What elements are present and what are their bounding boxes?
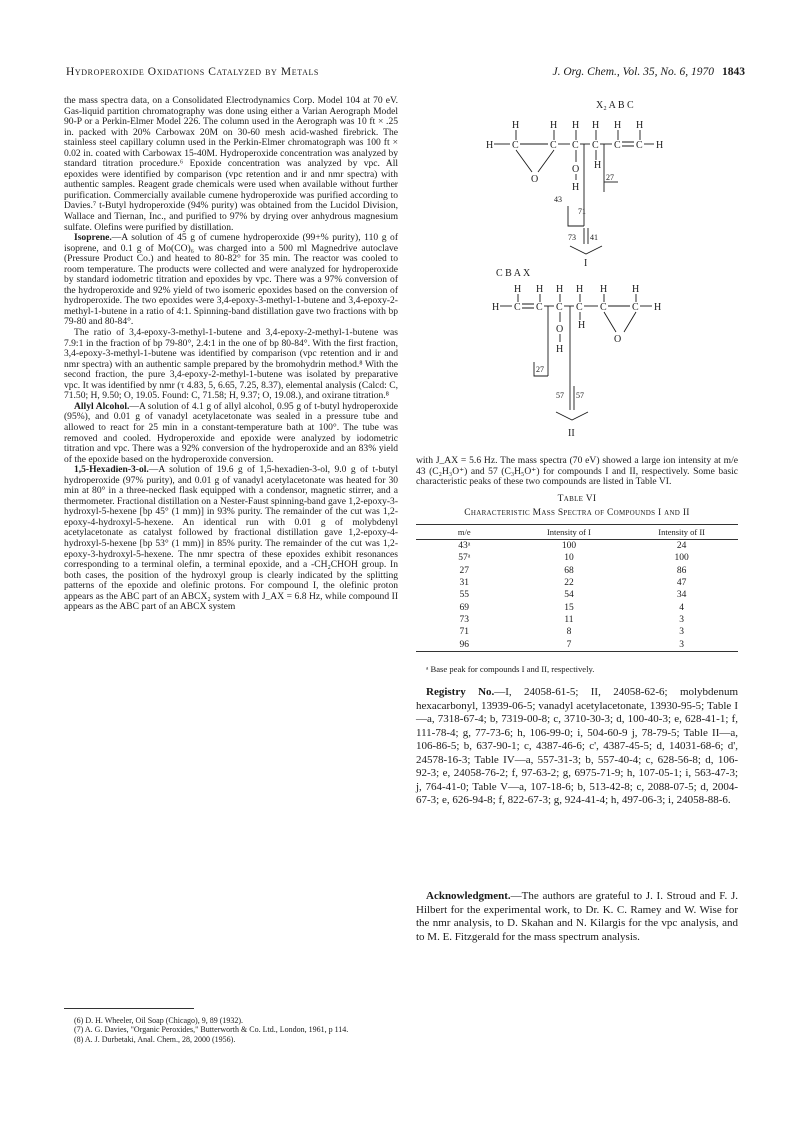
table-cell: 27 — [459, 565, 470, 576]
table-row — [416, 589, 738, 601]
atom-h: H — [536, 284, 544, 295]
allyl-paragraph — [64, 402, 398, 465]
registry-section — [416, 686, 738, 808]
table-cell: 8 — [566, 627, 572, 638]
table-cell: 73 — [459, 614, 470, 625]
atom-h: H — [600, 284, 608, 295]
table-cell: 15 — [564, 602, 574, 613]
table-row — [416, 565, 738, 577]
table-cell: 7 — [513, 638, 626, 651]
hexadien-paragraph — [64, 465, 398, 613]
journal-citation — [552, 66, 745, 78]
atom-o: O — [556, 324, 564, 335]
atom-h: H — [572, 120, 580, 131]
table-cell: 54 — [564, 590, 574, 601]
table-cell: 68 — [564, 565, 574, 576]
registry-heading: Registry No. — [426, 686, 495, 698]
atom-h: H — [614, 120, 622, 131]
table-cell: 55 — [459, 590, 470, 601]
isoprene-paragraph — [64, 233, 398, 328]
fragment-label: 73 — [568, 233, 576, 242]
atom-h: H — [556, 284, 564, 295]
table-row — [416, 626, 738, 638]
atom-h: H — [636, 120, 644, 131]
table-cell: 47 — [676, 578, 687, 589]
column-header: m/e — [416, 525, 513, 540]
acknowledgment-text: —The authors are grateful to J. I. Stroud and F. J. Hilbert for the experimental work, to Dr. K. C. Ramey and W. Wise for the nmr analysis, to D. Skahan and N. Kilargis for the vpc analysis, and to M. E. Fitzgerald for the mass spectrum analysis. — [416, 890, 738, 943]
atom-c: C — [536, 302, 543, 313]
table-cell: 100 — [674, 553, 689, 564]
column-header: Intensity of II — [625, 525, 738, 540]
running-title: Hydroperoxide Oxidations Catalyzed by Metals — [66, 66, 319, 78]
table-row — [416, 614, 738, 626]
allyl-text: —A solution of 4.1 g of allyl alcohol, 0.95 g of t-butyl hydroperoxide (95%), and 0.01 g of vanadyl acetylacetonate was sealed in a pressure tube and allowed to react for 25 min in a constant-temperature bath at 100°. The tube was removed and cooled. Hydroperoxide and epoxide were analyzed by iodometric titration and vpc. There was a 92% conversion of the hydroperoxide and an 83% yield of the epoxide based on the hydroperoxide conversion. — [64, 400, 398, 465]
table-cell: 96 — [416, 638, 513, 651]
table-header-row — [416, 525, 738, 540]
table-row — [416, 552, 738, 564]
atom-h: H — [594, 160, 602, 171]
ratio-paragraph: The ratio of 3,4-epoxy-3-methyl-1-butene and 3,4-epoxy-2-methyl-1-butene was 7.9:1 in the fraction of bp 79-80°, 2.4:1 in the one of bp 80-84°. With the first fraction, 3,4-epoxy-3-methyl-1-butene was identified by comparison (vpc retention and ir and nmr spectra) with an authentic sample prepared by the bromohydrin method.⁸ With the second fraction, the pure 3,4-epoxy-2-methyl-1-butene was isolated by preparative vpc. It was identified by nmr (τ 4.83, 5, 6.65, 7.25, 8.37), elemental analysis (Calcd: C, 71.50; H, 9.50; O, 19.05. Found: C, 71.58; H, 9.37; O, 19.08.), and oxirane titration.⁸ — [64, 327, 398, 402]
structure-II-diagram — [418, 266, 688, 446]
atom-o: O — [614, 334, 622, 345]
fragment-label: 71 — [578, 207, 586, 216]
acknowledgment-section — [416, 890, 738, 944]
atom-h: H — [550, 120, 558, 131]
table-title: Table VI — [557, 494, 597, 504]
table-cell: 71 — [459, 627, 470, 638]
left-column — [64, 96, 398, 613]
table-cell: 86 — [676, 565, 687, 576]
table-cell: 69 — [459, 602, 470, 613]
table-cell: 34 — [676, 590, 687, 601]
table-cell: 3 — [679, 614, 685, 625]
atom-c: C — [550, 140, 557, 151]
hexadien-heading: 1,5-Hexadien-3-ol. — [74, 464, 149, 476]
column-header: Intensity of I — [513, 525, 626, 540]
structure-II-label: II — [568, 428, 575, 439]
atom-h: H — [492, 302, 500, 313]
atom-c: C — [592, 140, 599, 151]
table-row — [416, 638, 738, 651]
table-row — [416, 601, 738, 613]
table-row — [416, 540, 738, 553]
table-cell: 31 — [459, 578, 470, 589]
fragment-label: 43 — [554, 195, 562, 204]
table-row — [416, 577, 738, 589]
mass-spectra-table — [416, 524, 738, 652]
fragment-label: 27 — [606, 173, 614, 182]
table-caption: Characteristic Mass Spectra of Compounds I and II — [464, 508, 690, 518]
footnote-7: (7) A. G. Davies, "Organic Peroxides," Butterworth & Co. Ltd., London, 1961, p 114. — [74, 1025, 349, 1035]
atom-c: C — [556, 302, 563, 313]
structure-I-top-labels: X₂ A B C — [596, 100, 634, 111]
atom-c: C — [572, 140, 579, 151]
atom-h: H — [578, 320, 586, 331]
atom-c: C — [632, 302, 639, 313]
page-number: 1843 — [722, 66, 745, 78]
table-cell: 3 — [625, 638, 738, 651]
table-cell: 100 — [561, 541, 577, 552]
fragment-label: 41 — [590, 233, 598, 242]
atom-h: H — [572, 182, 580, 193]
atom-c: C — [512, 140, 519, 151]
atom-o: O — [572, 164, 580, 175]
table-cell: 4 — [679, 602, 685, 613]
atom-h: H — [654, 302, 662, 313]
table-cell: 3 — [679, 627, 685, 638]
atom-h: H — [556, 344, 564, 355]
structure-II-top-labels: C B A X — [496, 268, 531, 279]
atom-c: C — [514, 302, 521, 313]
fragment-label: 27 — [536, 365, 544, 374]
atom-o: O — [531, 174, 539, 185]
isoprene-text: —A solution of 45 g of cumene hydroperoxide (99+% purity), 110 g of isoprene, and 0.1 g of Mo(CO)₆ was charged into a 500 ml Magnedrive autoclave (Pressure Product Co.) and heated to 80-82° for 35 min. The reactor was cooled to room temperature. The products were collected and were analyzed for hydroperoxide by standard iodometric titration and epoxides by vpc. There was a 97% conversion of the hydroperoxide and 92% yield of two isomeric epoxides based on the conversion of hydroperoxide. The two epoxides were 3,4-epoxy-3-methyl-1-butene and 3,4-epoxy-2-methyl-1-butene in a ratio of 4:1. Spinning-band distillation gave two fractions with bp 79-80 and 80-84°. — [64, 232, 398, 328]
footnote-8: (8) A. J. Durbetaki, Anal. Chem., 28, 2000 (1956). — [74, 1034, 236, 1044]
atom-h: H — [632, 284, 640, 295]
table-cell: 24 — [676, 541, 687, 552]
acknowledgment-heading: Acknowledgment. — [426, 890, 511, 902]
table-cell: 57ᵃ — [458, 553, 471, 564]
atom-h: H — [656, 140, 664, 151]
table-cell: 10 — [564, 553, 574, 564]
atom-c: C — [636, 140, 643, 151]
atom-h: H — [514, 284, 522, 295]
registry-text: —I, 24058-61-5; II, 24058-62-6; molybdenum hexacarbonyl, 13939-06-5; vanadyl acetylacetonate, 13930-95-5; Table I—a, 7318-67-4; b, 7319-00-8; c, 3710-30-3; d, 100-40-3; e, 628-41-1; f, 111-78-4; g, 77-73-6; h, 106-99-0; i, 504-60-9 j, 78-79-5; Table II—a, 106-86-5; b, 637-90-1; c, 4387-46-6; c', 4387-45-5; d, 14031-68-6; d', 24578-16-3; Table IV—a, 557-31-3; b, 557-40-4; c, 628-56-8; d, 106-92-3; e, 24058-76-2; f, 97-63-2; g, 6975-71-9; h, 107-05-1; i, 563-47-3; j, 764-41-0; Table V—a, 107-18-6; b, 513-42-8; c, 2088-07-5; d, 2004-67-3; e, 626-94-8; f, 822-67-3; g, 924-41-4; h, 497-06-3; i, 24058-88-6. — [416, 686, 738, 806]
atom-c: C — [614, 140, 621, 151]
hexadien-text: —A solution of 19.6 g of 1,5-hexadien-3-ol, 9.0 g of t-butyl hydroperoxide (97% purity), and 0.01 g of vanadyl acetylacetonate was heated for 30 min at 80° in a three-necked flask equipped with a condensor, magnetic stirrer, and a thermometer. Fractional distillation on a Nester-Faust spinning-band gave 1,2-epoxy-3-hydroxyl-5-hexene [bp 45° (1 mm)] in 93% purity. The remainder of the cut was 1,2-epoxy-4-hydroxyl-5-hexene. An identical run with 0.01 g of molybdenyl acetylacetonate as catalyst followed by fractional distillation gave 1,2-epoxy-4-hydroxyl-5-hexene [bp 53° (1 mm)] in 85% purity. The remainder of the cut was 1,2-epoxy-3-hydroxyl-5-hexene. The nmr spectra of these epoxides exhibit resonances corresponding to a terminal olefin, a terminal epoxide, and a -CH₂CHOH group. In both cases, the position of the hydroxyl group is clearly indicated by the splitting patterns of the epoxide and olefinic protons. For compound I, the olefinic proton appears as the ABC part of an ABCX₂ system with J_AX = 6.8 Hz, while compound II appears as the ABC part of an ABCX system — [64, 464, 398, 613]
atom-h: H — [592, 120, 600, 131]
structure-I-diagram — [418, 96, 678, 266]
footnote-6: (6) D. H. Wheeler, Oil Soap (Chicago), 9, 89 (1932). — [74, 1016, 244, 1025]
allyl-heading: Allyl Alcohol. — [74, 400, 130, 412]
structure-I-label: I — [584, 258, 588, 266]
footnote-divider — [64, 1008, 194, 1009]
footnotes — [64, 1016, 398, 1044]
journal-name: J. Org. Chem., Vol. 35, No. 6, 1970 — [552, 66, 714, 78]
isoprene-heading: Isoprene. — [74, 232, 112, 244]
atom-c: C — [600, 302, 607, 313]
table-cell: 43ᵃ — [458, 541, 471, 552]
table-footnote: ᵃ Base peak for compounds I and II, respectively. — [426, 664, 595, 674]
atom-h: H — [486, 140, 494, 151]
fragment-label: 57 — [556, 391, 564, 400]
atom-h: H — [512, 120, 520, 131]
atom-h: H — [576, 284, 584, 295]
table-cell: 22 — [564, 578, 574, 589]
atom-c: C — [576, 302, 583, 313]
table-cell: 11 — [564, 614, 574, 625]
fragment-label: 57 — [576, 391, 584, 400]
right-paragraph: with J_AX = 5.6 Hz. The mass spectra (70 eV) showed a large ion intensity at m/e 43 (C₂H₃O⁺) and 57 (C₃H₅O⁺) for compounds I and II, respectively. Some basic characteristic peaks of these two compounds are listed in Table VI. — [416, 455, 738, 488]
intro-paragraph: the mass spectra data, on a Consolidated Electrodynamics Corp. Model 104 at 70 eV. Gas-liquid partition chromatography was done using either a Varian Aerograph Model 90-P or a Perkin-Elmer Model 226. The column used in the Aerograph was 10 ft × .25 in. packed with 20% Carbowax 20M on 30-60 mesh acid-washed firebrick. The stainless steel capillary column used in the Perkin-Elmer chromatograph was 100 ft × 0.02 in. coated with Carbowax 15-40M. Hydroperoxide concentration was analyzed by standard titration procedure.⁶ Epoxide concentration was analyzed by vpc. All epoxides were identified by comparison (vpc retention and ir and nmr spectra) with authentic samples. Reagent grade chemicals were used when available without further purification. Commercially available cumene hydroperoxide was purified according to Davies.⁷ t-Butyl hydroperoxide (94% purity) was obtained from the Lucidol Division, Wallace and Tiernan, Inc., and purified to 97% by drying over anhydrous magnesium sulfate. Olefins were purified by distillation. — [64, 95, 398, 233]
